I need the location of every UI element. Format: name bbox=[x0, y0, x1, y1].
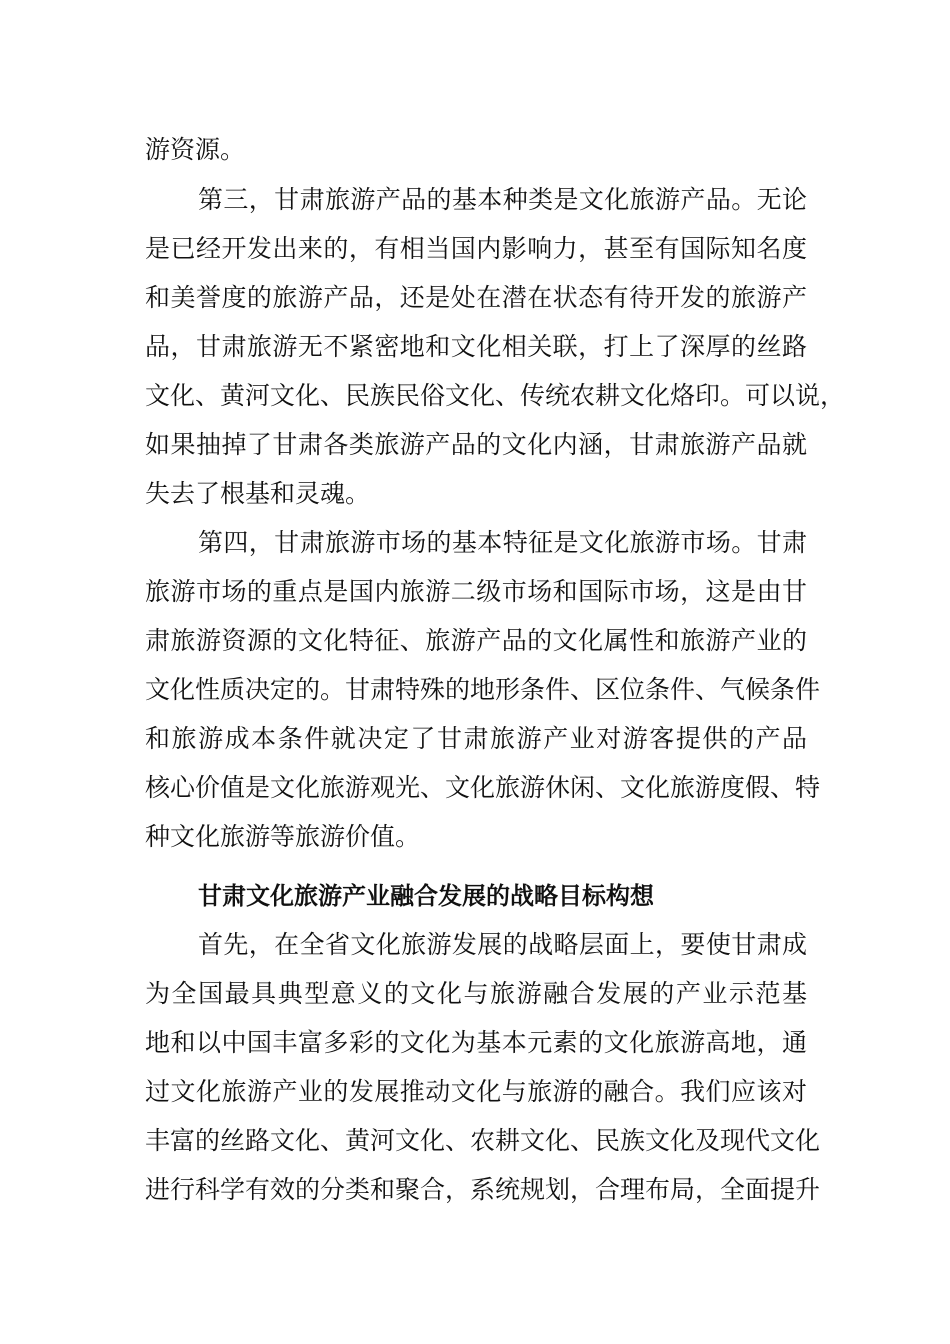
text-line: 游资源。 bbox=[145, 135, 246, 164]
paragraph-line: 第四，甘肃旅游市场的基本特征是文化旅游市场。甘肃 bbox=[198, 528, 807, 557]
section-heading: 甘肃文化旅游产业融合发展的战略目标构想 bbox=[198, 882, 654, 910]
paragraph-line: 种文化旅游等旅游价值。 bbox=[145, 822, 421, 851]
paragraph-line: 过文化旅游产业的发展推动文化与旅游的融合。我们应该对 bbox=[145, 1077, 807, 1106]
paragraph-line: 文化性质决定的。甘肃特殊的地形条件、区位条件、气候条件 bbox=[145, 675, 821, 704]
paragraph-line: 为全国最具典型意义的文化与旅游融合发展的产业示范基 bbox=[145, 979, 807, 1008]
paragraph-line: 核心价值是文化旅游观光、文化旅游休闲、文化旅游度假、特 bbox=[145, 773, 821, 802]
paragraph-line: 丰富的丝路文化、黄河文化、农耕文化、民族文化及现代文化 bbox=[145, 1126, 821, 1155]
paragraph-line: 品，甘肃旅游无不紧密地和文化相关联，打上了深厚的丝路 bbox=[145, 332, 807, 361]
paragraph-line: 地和以中国丰富多彩的文化为基本元素的文化旅游高地，通 bbox=[145, 1028, 807, 1057]
paragraph-line: 是已经开发出来的，有相当国内影响力，甚至有国际知名度 bbox=[145, 234, 807, 263]
paragraph-line: 第三，甘肃旅游产品的基本种类是文化旅游产品。无论 bbox=[198, 185, 807, 214]
paragraph-line: 首先，在全省文化旅游发展的战略层面上，要使甘肃成 bbox=[198, 930, 807, 959]
paragraph-line: 肃旅游资源的文化特征、旅游产品的文化属性和旅游产业的 bbox=[145, 626, 807, 655]
paragraph-line: 和旅游成本条件就决定了甘肃旅游产业对游客提供的产品 bbox=[145, 724, 807, 753]
paragraph-line: 进行科学有效的分类和聚合，系统规划，合理布局，全面提升 bbox=[145, 1175, 821, 1204]
paragraph-line: 如果抽掉了甘肃各类旅游产品的文化内涵，甘肃旅游产品就 bbox=[145, 430, 807, 459]
paragraph-line: 和美誉度的旅游产品，还是处在潜在状态有待开发的旅游产 bbox=[145, 283, 807, 312]
paragraph-line: 失去了根基和灵魂。 bbox=[145, 479, 371, 508]
paragraph-line: 旅游市场的重点是国内旅游二级市场和国际市场，这是由甘 bbox=[145, 577, 807, 606]
paragraph-line: 文化、黄河文化、民族民俗文化、传统农耕文化烙印。可以说， bbox=[145, 381, 846, 410]
